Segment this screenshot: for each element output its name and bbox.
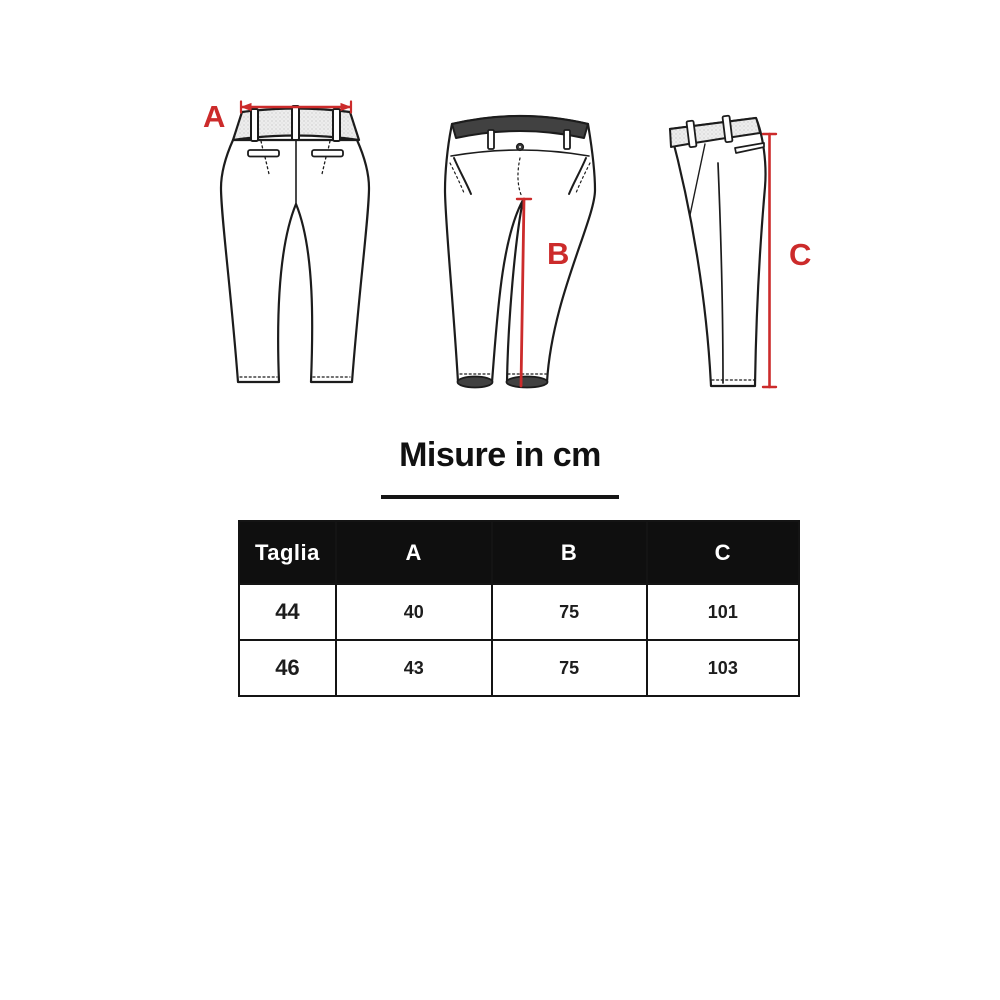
pants-back-view-drawing [215, 100, 375, 400]
title-block [0, 436, 1000, 475]
page-title: Misure in cm [399, 436, 601, 474]
cell-a: 40 [336, 584, 492, 640]
column-header-taglia: Taglia [239, 521, 336, 584]
cell-taglia: 44 [239, 584, 336, 640]
cell-c: 103 [647, 640, 799, 696]
pants-measurement-diagram [0, 0, 1000, 430]
measurement-label-b: B [547, 236, 570, 271]
column-header-b: B [492, 521, 647, 584]
cell-a: 43 [336, 640, 492, 696]
cell-c: 101 [647, 584, 799, 640]
cell-taglia: 46 [239, 640, 336, 696]
cell-b: 75 [492, 584, 647, 640]
size-table [238, 520, 800, 697]
cell-b: 75 [492, 640, 647, 696]
table-row-size-46 [239, 640, 799, 696]
column-header-a: A [336, 521, 492, 584]
table-row-size-44 [239, 584, 799, 640]
size-table-header-row [239, 521, 799, 584]
measurement-label-a: A [203, 99, 226, 134]
pants-front-view-drawing [440, 106, 600, 398]
title-underline [381, 495, 619, 499]
pants-side-view-drawing [663, 105, 783, 395]
column-header-c: C [647, 521, 799, 584]
measurement-label-c: C [789, 237, 812, 272]
